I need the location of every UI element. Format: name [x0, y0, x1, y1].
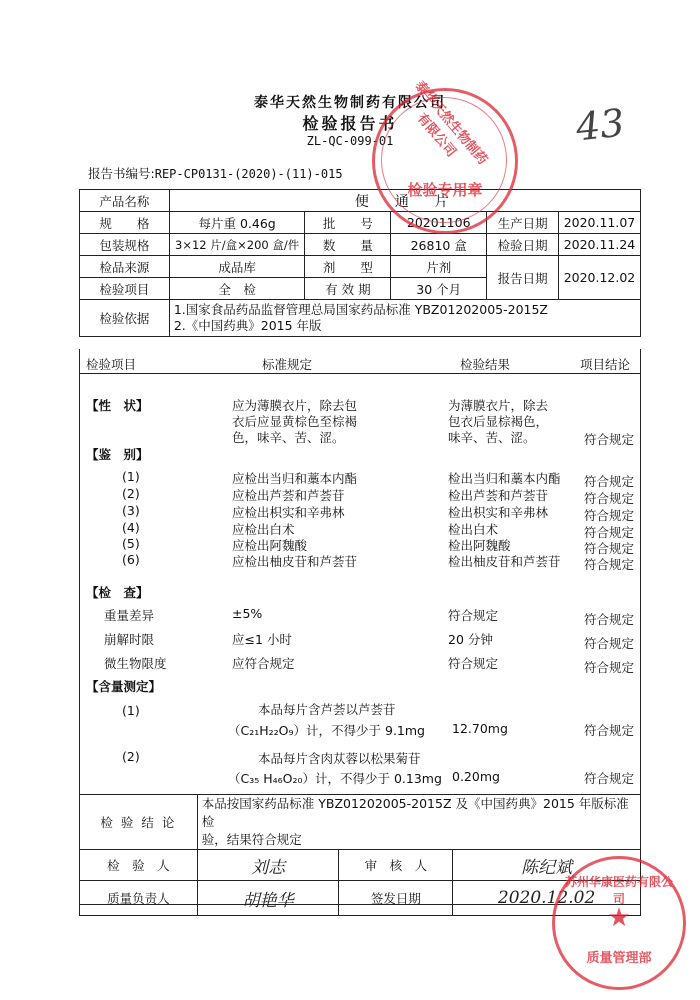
report-number — [88, 164, 343, 182]
quantity-label: 数 量 — [305, 234, 391, 256]
ident-no: (5) — [122, 536, 140, 551]
qa-label: 质量负责人 — [80, 881, 198, 916]
reviewer-label: 审 核 人 — [339, 850, 453, 881]
assay-no-1: (1) — [122, 703, 140, 718]
inspector-signature: 刘志 — [251, 857, 286, 878]
inspect-std: ±5% — [232, 606, 263, 621]
inspect-conclusion: 符合规定 — [584, 612, 635, 627]
ident-no: (3) — [122, 503, 140, 518]
issue-date-label: 签发日期 — [339, 881, 453, 916]
basis-line-2: 2.《中国药典》2015 年版 — [173, 318, 322, 333]
ident-res: 检出芦荟和芦荟苷 — [448, 488, 549, 503]
basis-value — [169, 300, 640, 337]
report-number-value: REP-CP0131-(2020)-(11)-015 — [154, 167, 343, 181]
source-label: 检品来源 — [80, 256, 170, 278]
ident-no: (1) — [122, 469, 140, 484]
qa-signature: 胡艳华 — [242, 890, 294, 911]
company-seal-text: 泰华天然生物制药有限公司 — [411, 78, 490, 168]
character-conclusion: 符合规定 — [584, 432, 635, 447]
package-label: 包装规格 — [80, 234, 170, 256]
col-header-result: 检验结果 — [460, 357, 511, 372]
ident-std: 应检出枳实和辛弗林 — [232, 505, 345, 520]
report-date-value: 2020.12.02 — [558, 256, 640, 300]
ident-res: 检出白术 — [448, 522, 499, 537]
ident-res: 检出阿魏酸 — [448, 538, 511, 553]
character-std-3: 色，味辛、苦、涩。 — [232, 430, 345, 445]
col-header-standard: 标准规定 — [262, 357, 313, 372]
validity-label: 有 效 期 — [305, 278, 391, 300]
item-value: 全 检 — [169, 278, 305, 300]
assay-std-1a: 本品每片含芦荟以芦荟苷 — [258, 702, 396, 717]
ident-conclusion: 符合规定 — [584, 474, 635, 489]
ident-conclusion: 符合规定 — [584, 525, 635, 540]
inspect-item: 微生物限度 — [104, 656, 167, 671]
ident-std: 应检出当归和藁本内酯 — [232, 471, 358, 486]
ident-std: 应检出柚皮苷和芦荟苷 — [232, 554, 358, 569]
inspect-conclusion: 符合规定 — [584, 660, 635, 675]
batch-value: 20201106 — [391, 212, 487, 234]
character-std-1: 应为薄膜衣片，除去包 — [232, 398, 358, 413]
prod-date-label: 生产日期 — [487, 212, 559, 234]
company-seal-subtext: 检验专用章 — [407, 181, 483, 199]
inspector-label: 检 验 人 — [80, 850, 198, 881]
qa-signature-cell — [197, 881, 339, 916]
inspect-item: 重量差异 — [104, 608, 155, 623]
product-name: 便 通 片 — [169, 190, 640, 212]
inspect-res: 20 分钟 — [448, 632, 493, 647]
inspect-res: 符合规定 — [448, 656, 499, 671]
conclusion-line-2: 验，结果符合规定 — [201, 832, 302, 847]
prod-date-value: 2020.11.07 — [558, 212, 640, 234]
assay-no-2: (2) — [122, 749, 140, 764]
source-value: 成品库 — [169, 256, 305, 278]
distributor-seal-subtext: 质量管理部 — [586, 951, 652, 966]
ident-no: (2) — [122, 486, 140, 501]
star-icon: ★ — [607, 903, 631, 933]
section-identification: 【鉴 别】 — [86, 447, 149, 462]
spec-label: 规 格 — [80, 212, 170, 234]
inspect-item: 崩解时限 — [104, 632, 155, 647]
handwritten-page-number: 43 — [573, 100, 627, 150]
ident-res: 检出枳实和辛弗林 — [448, 505, 549, 520]
document-code: ZL-QC-099-01 — [306, 134, 394, 148]
results-header-divider — [79, 373, 641, 374]
character-std-2: 衣后应显黄棕色至棕褐 — [232, 414, 358, 429]
basis-line-1: 1.国家食品药品监督管理总局国家药品标准 YBZ01202005-2015Z — [173, 302, 548, 317]
assay-conclusion-2: 符合规定 — [584, 771, 635, 786]
report-number-label: 报告书编号: — [88, 166, 155, 181]
spec-value: 每片重 0.46g — [169, 212, 305, 234]
character-res-2: 包衣后显棕褐色， — [448, 414, 549, 429]
inspect-std: 应符合规定 — [232, 656, 295, 671]
document-title: 检验报告书 — [302, 114, 398, 133]
character-res-1: 为薄膜衣片，除去 — [448, 398, 549, 413]
inspect-conclusion: 符合规定 — [584, 636, 635, 651]
ident-conclusion: 符合规定 — [584, 508, 635, 523]
ident-no: (4) — [122, 520, 140, 535]
ident-no: (6) — [122, 552, 140, 567]
test-date-label: 检验日期 — [487, 234, 559, 256]
validity-value: 30 个月 — [391, 278, 487, 300]
section-assay: 【含量测定】 — [86, 679, 162, 694]
ident-std: 应检出白术 — [232, 522, 295, 537]
ident-res: 检出柚皮苷和芦荟苷 — [448, 554, 561, 569]
assay-res-1: 12.70mg — [452, 721, 508, 736]
conclusion-label: 检 验 结 论 — [80, 795, 198, 850]
product-name-label: 产品名称 — [80, 190, 170, 212]
assay-conclusion-1: 符合规定 — [584, 723, 635, 738]
ident-res: 检出当归和藁本内酯 — [448, 471, 561, 486]
ident-std: 应检出阿魏酸 — [232, 538, 308, 553]
distributor-seal-stamp — [552, 856, 686, 990]
assay-std-1b: （C₂₁H₂₂O₉）计，不得少于 9.1mg — [228, 723, 425, 738]
report-date-label: 报告日期 — [487, 256, 559, 300]
basis-label: 检验依据 — [80, 300, 170, 337]
inspect-std: 应≤1 小时 — [232, 632, 292, 647]
conclusion-line-1: 本品按国家药品标准 YBZ01202005-2015Z 及《中国药典》2015 年版标准检 — [201, 796, 629, 829]
test-date-value: 2020.11.24 — [558, 234, 640, 256]
assay-res-2: 0.20mg — [452, 769, 500, 784]
section-character: 【性 状】 — [86, 398, 149, 413]
col-header-conclusion: 项目结论 — [580, 357, 631, 372]
company-seal-stamp — [372, 78, 518, 234]
company-name: 泰华天然生物制药有限公司 — [254, 95, 446, 111]
col-header-item: 检验项目 — [86, 357, 137, 372]
issue-date: 2020.12.02 — [497, 888, 596, 908]
assay-std-2a: 本品每片含肉苁蓉以松果菊苷 — [258, 751, 421, 766]
ident-conclusion: 符合规定 — [584, 557, 635, 572]
ident-conclusion: 符合规定 — [584, 541, 635, 556]
ident-std: 应检出芦荟和芦荟苷 — [232, 488, 345, 503]
form-label: 剂 型 — [305, 256, 391, 278]
assay-std-2b: （C₃₅ H₄₆O₂₀）计，不得少于 0.13mg — [228, 771, 442, 786]
character-res-3: 味辛、苦、涩。 — [448, 430, 536, 445]
form-value: 片剂 — [391, 256, 487, 278]
quantity-value: 26810 盒 — [391, 234, 487, 256]
item-label: 检验项目 — [80, 278, 170, 300]
section-inspection: 【检 查】 — [86, 585, 149, 600]
inspect-res: 符合规定 — [448, 608, 499, 623]
product-info-table — [79, 189, 641, 337]
ident-conclusion: 符合规定 — [584, 491, 635, 506]
reviewer-signature: 陈纪斌 — [521, 857, 573, 878]
conclusion-text — [197, 795, 640, 850]
package-value: 3×12 片/盒×200 盒/件 — [169, 234, 305, 256]
batch-label: 批 号 — [305, 212, 391, 234]
distributor-seal-text: 苏州华康医药有限公司 — [565, 875, 674, 906]
inspector-signature-cell — [197, 850, 339, 881]
